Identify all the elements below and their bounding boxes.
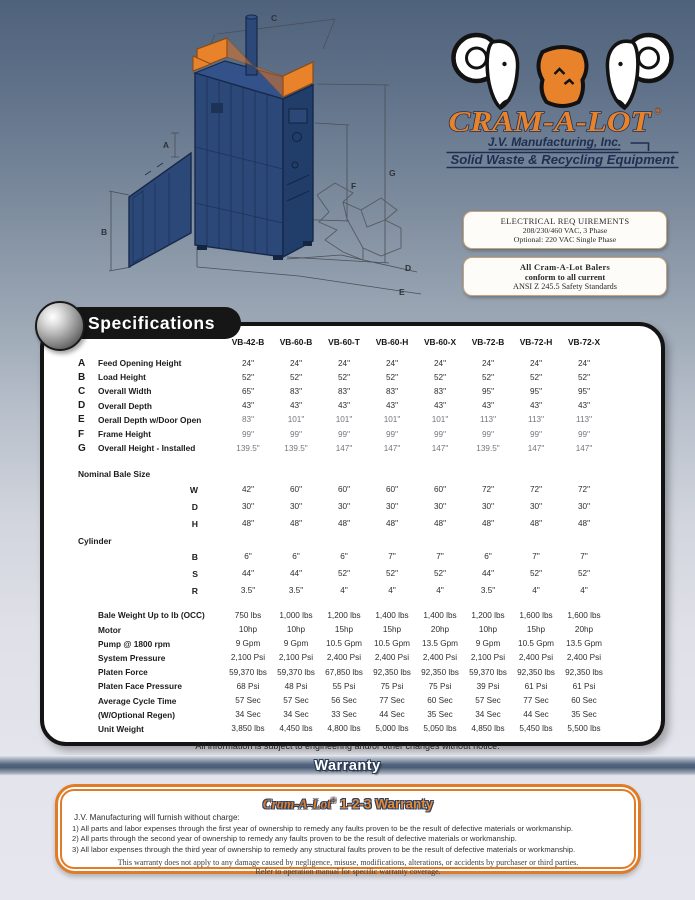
spec-row (78, 651, 661, 665)
spec-value: 24" (385, 358, 398, 368)
spec-value: 52" (385, 372, 398, 382)
spec-value: 52" (529, 569, 542, 579)
spec-value: 750 lbs (234, 610, 262, 620)
row-label: Pump @ 1800 rpm (98, 638, 171, 649)
warranty-box (55, 784, 641, 874)
spec-row (78, 582, 661, 599)
warranty-disclaimer: This warranty does not apply to any damage caused by negligence, misuse, modifications, alterations, or accidents by purchaser or third parties. (117, 857, 579, 867)
spec-value: 99" (289, 429, 302, 439)
spec-value: 30" (385, 502, 398, 512)
engineering-change-note: All information is subject to engineering and/or other changes without notice. (195, 741, 500, 751)
spec-value: 43" (433, 401, 446, 411)
spec-value: 48" (337, 519, 350, 529)
spec-value: 83" (433, 386, 446, 396)
spec-value: 10.5 Gpm (374, 639, 410, 649)
row-label: Overall Depth (98, 400, 152, 411)
spec-row (78, 722, 661, 736)
spec-row (78, 637, 661, 651)
spec-value: 44" (289, 569, 302, 579)
spec-value: 5,500 lbs (567, 724, 601, 734)
column-header: VB-60-H (375, 337, 409, 347)
spec-value: 83" (241, 415, 254, 425)
spec-value: 99" (481, 429, 494, 439)
spec-value: 35 Sec (427, 710, 453, 720)
spec-value: 99" (241, 429, 254, 439)
spec-value: 34 Sec (235, 710, 261, 720)
spec-value: 48" (385, 519, 398, 529)
spec-value: 147" (383, 443, 401, 453)
specifications-sphere-ornament (35, 301, 85, 351)
spec-value: 3.5" (240, 586, 256, 596)
spec-value: 7" (436, 552, 444, 562)
spec-value: 48" (481, 519, 494, 529)
spec-value: 43" (481, 401, 494, 411)
spec-value: 34 Sec (283, 710, 309, 720)
spec-value: 44 Sec (523, 710, 549, 720)
spec-value: 43" (577, 401, 590, 411)
spec-value: 24" (577, 358, 590, 368)
safety-line3: ANSI Z 245.5 Safety Standards (513, 282, 617, 291)
dim-label-g: G (389, 168, 396, 178)
spec-value: 43" (289, 401, 302, 411)
spec-row (78, 665, 661, 679)
column-header: VB-72-X (567, 337, 601, 347)
spec-row (78, 481, 661, 498)
warranty-banner (0, 755, 695, 776)
spec-value: 92,350 lbs (565, 667, 603, 677)
spec-value: 99" (385, 429, 398, 439)
row-label: (W/Optional Regen) (98, 709, 175, 720)
spec-value: 48" (577, 519, 590, 529)
spec-value: 20hp (574, 625, 594, 635)
spec-value: 5,050 lbs (423, 724, 457, 734)
spec-value: 52" (577, 569, 590, 579)
spec-value: 7" (580, 552, 588, 562)
column-header: VB-72-H (519, 337, 553, 347)
row-label: System Pressure (98, 652, 166, 663)
spec-value: 30" (481, 502, 494, 512)
specifications-panel (40, 322, 665, 746)
spec-row (78, 708, 661, 722)
specifications-table (44, 326, 661, 736)
safety-line2: conform to all current (524, 272, 606, 282)
spec-value: 43" (337, 401, 350, 411)
spec-value: 92,350 lbs (373, 667, 411, 677)
spec-row (78, 427, 661, 441)
spec-value: 4,850 lbs (471, 724, 505, 734)
spec-value: 52" (433, 569, 446, 579)
spec-value: 55 Psi (332, 681, 356, 691)
spec-value: 30" (337, 502, 350, 512)
spec-value: 60 Sec (427, 696, 453, 706)
spec-row (78, 356, 661, 370)
warranty-title-brand: Cram-A-Lot (262, 796, 332, 812)
dim-label-e: E (399, 287, 405, 297)
sub-row-letter: H (191, 518, 198, 529)
spec-value: 147" (335, 443, 353, 453)
spec-value: 72" (529, 485, 542, 495)
spec-value: 43" (529, 401, 542, 411)
spec-value: 60" (433, 485, 446, 495)
spec-value: 7" (388, 552, 396, 562)
spec-value: 99" (337, 429, 350, 439)
spec-value: 3.5" (480, 586, 496, 596)
warranty-title (72, 794, 624, 812)
spec-value: 5,450 lbs (519, 724, 553, 734)
spec-value: 10.5 Gpm (518, 639, 554, 649)
spec-row (78, 413, 661, 427)
warranty-item-1: 1) All parts and labor expenses through the first year of ownership to remedy any faults proven to be the result of defective materials or workmanship. (72, 823, 574, 833)
spec-value: 6" (484, 552, 492, 562)
spec-row (78, 608, 661, 622)
spec-value: 1,400 lbs (375, 610, 409, 620)
spec-value: 6" (244, 552, 252, 562)
row-label: Platen Face Pressure (98, 681, 182, 692)
spec-value: 48" (289, 519, 302, 529)
spec-value: 99" (433, 429, 446, 439)
spec-value: 3,850 lbs (231, 724, 265, 734)
spec-value: 101" (383, 415, 401, 425)
spec-row (78, 466, 661, 481)
spec-value: 95" (481, 386, 494, 396)
spec-row (78, 399, 661, 413)
spec-value: 1,600 lbs (519, 610, 553, 620)
spec-value: 60" (289, 485, 302, 495)
electrical-title: ELECTRICAL REQ UIREMENTS (500, 216, 630, 226)
warranty-banner-label: Warranty (314, 757, 381, 774)
dim-label-c: C (271, 13, 278, 23)
spec-value: 30" (289, 502, 302, 512)
dimension-letter: D (78, 400, 86, 412)
spec-value: 57 Sec (235, 696, 261, 706)
spec-value: 52" (337, 569, 350, 579)
spec-value: 13.5 Gpm (422, 639, 458, 649)
dimension-letter: B (78, 371, 86, 383)
row-label: Average Cycle Time (98, 695, 177, 706)
spec-value: 72" (481, 485, 494, 495)
spec-value: 139.5" (476, 443, 500, 453)
spec-value: 15hp (382, 625, 402, 635)
spec-value: 59,370 lbs (229, 667, 267, 677)
specifications-title: Specifications (88, 312, 216, 333)
baler-body (193, 15, 313, 260)
column-header: VB-60-X (423, 337, 457, 347)
spec-row (78, 515, 661, 532)
spec-value: 7" (532, 552, 540, 562)
spec-value: 1,200 lbs (327, 610, 361, 620)
row-label: Bale Weight Up to lb (OCC) (98, 610, 205, 621)
dimension-letter: A (78, 357, 86, 369)
spec-value: 24" (433, 358, 446, 368)
spec-value: 48" (433, 519, 446, 529)
spec-value: 75 Psi (428, 681, 452, 691)
spec-value: 52" (289, 372, 302, 382)
warranty-title-rest: 1-2-3 Warranty (336, 796, 434, 812)
spec-value: 147" (431, 443, 449, 453)
spec-value: 4" (340, 586, 348, 596)
spec-value: 1,400 lbs (423, 610, 457, 620)
spec-value: 33 Sec (331, 710, 357, 720)
spec-value: 59,370 lbs (277, 667, 315, 677)
row-label: Overall Width (98, 386, 152, 397)
spec-row (78, 693, 661, 707)
spec-value: 4" (436, 586, 444, 596)
baler-technical-drawing (85, 5, 455, 305)
spec-value: 39 Psi (476, 681, 500, 691)
spec-value: 24" (241, 358, 254, 368)
spec-value: 77 Sec (523, 696, 549, 706)
spec-value: 4" (388, 586, 396, 596)
spec-value: 2,400 Psi (566, 653, 602, 663)
spec-value: 83" (289, 386, 302, 396)
spec-value: 52" (529, 372, 542, 382)
electrical-requirements-box (463, 211, 667, 249)
spec-value: 43" (385, 401, 398, 411)
sub-row-letter: B (191, 551, 198, 562)
spec-value: 44" (481, 569, 494, 579)
spec-row (78, 533, 661, 548)
spec-value: 52" (433, 372, 446, 382)
spec-value: 2,400 Psi (518, 653, 554, 663)
row-label: Platen Force (98, 667, 148, 678)
spec-value: 6" (292, 552, 300, 562)
spec-value: 4,450 lbs (279, 724, 313, 734)
spec-value: 4" (580, 586, 588, 596)
spec-value: 1,000 lbs (279, 610, 313, 620)
sub-row-letter: S (192, 568, 198, 579)
spec-row (78, 384, 661, 398)
column-header: VB-42-B (231, 337, 265, 347)
specifications-header-pill (64, 307, 241, 339)
spec-value: 24" (337, 358, 350, 368)
spec-value: 3.5" (288, 586, 304, 596)
spec-value: 2,100 Psi (470, 653, 506, 663)
spec-value: 99" (529, 429, 542, 439)
spec-value: 99" (577, 429, 590, 439)
spec-value: 30" (433, 502, 446, 512)
spec-value: 2,100 Psi (230, 653, 266, 663)
spec-value: 147" (527, 443, 545, 453)
spec-value: 30" (529, 502, 542, 512)
spec-value: 52" (337, 372, 350, 382)
spec-value: 67,850 lbs (325, 667, 363, 677)
row-label: Oerall Depth w/Door Open (98, 414, 202, 425)
spec-value: 139.5" (284, 443, 308, 453)
spec-value: 10hp (238, 625, 258, 635)
spec-value: 52" (385, 569, 398, 579)
spec-value: 1,600 lbs (567, 610, 601, 620)
spec-value: 34 Sec (475, 710, 501, 720)
row-label: Motor (98, 624, 122, 635)
spec-value: 4,800 lbs (327, 724, 361, 734)
spec-value: 1,200 lbs (471, 610, 505, 620)
warranty-item-3: 3) All labor expenses through the third year of ownership to remedy any structural faults proven to be the result of defective materials or workmanship. (72, 845, 576, 855)
spec-value: 44 Sec (379, 710, 405, 720)
sub-row-letter: D (191, 501, 198, 512)
spec-value: 95" (529, 386, 542, 396)
dim-label-d: D (405, 263, 412, 273)
section-label: Cylinder (78, 535, 112, 546)
spec-value: 9 Gpm (235, 639, 261, 649)
spec-value: 113" (480, 415, 496, 425)
spec-value: 75 Psi (380, 681, 404, 691)
warranty-title-reg: ® (331, 798, 337, 805)
safety-standards-box (463, 257, 667, 296)
baler-door (129, 153, 191, 267)
spec-value: 72" (577, 485, 590, 495)
spec-value: 24" (481, 358, 494, 368)
spec-value: 139.5" (236, 443, 260, 453)
spec-value: 83" (337, 386, 350, 396)
spec-value: 95" (577, 386, 590, 396)
spec-value: 5,000 lbs (375, 724, 409, 734)
spec-row (78, 623, 661, 637)
row-label: Feed Opening Height (98, 358, 182, 369)
spec-value: 92,350 lbs (421, 667, 459, 677)
registered-mark: ® (654, 106, 662, 116)
spec-value: 57 Sec (475, 696, 501, 706)
spec-value: 2,400 Psi (374, 653, 410, 663)
spec-value: 101" (287, 415, 305, 425)
spec-value: 2,400 Psi (326, 653, 362, 663)
electrical-line2: 208/230/460 VAC, 3 Phase (522, 226, 608, 235)
dimension-letter: F (78, 428, 85, 440)
sub-row-letter: W (189, 484, 198, 495)
dimension-letter: C (78, 385, 86, 397)
sub-row-letter: R (191, 585, 198, 596)
spec-value: 30" (241, 502, 254, 512)
column-header: VB-60-T (328, 337, 360, 347)
nameplate (211, 103, 223, 113)
spec-value: 57 Sec (283, 696, 309, 706)
spec-value: 24" (529, 358, 542, 368)
dim-label-f: F (351, 181, 357, 191)
dimension-letter: G (78, 442, 86, 454)
spec-value: 60" (385, 485, 398, 495)
spec-value: 92,350 lbs (517, 667, 555, 677)
spec-value: 9 Gpm (283, 639, 309, 649)
spec-value: 15hp (334, 625, 354, 635)
row-label: Overall Height - Installed (98, 443, 196, 454)
bale-sketch (317, 183, 401, 260)
spec-value: 24" (289, 358, 302, 368)
spec-value: 52" (481, 372, 494, 382)
spec-value: 2,400 Psi (422, 653, 458, 663)
warranty-item-2: 2) All parts through the second year of ownership to remedy any faults proven to be the result of defective materials or workmanship. (72, 834, 517, 844)
spec-value: 4" (532, 586, 540, 596)
spec-value: 9 Gpm (475, 639, 501, 649)
spec-value: 65" (241, 386, 254, 396)
spec-value: 30" (577, 502, 590, 512)
spec-value: 6" (340, 552, 348, 562)
spec-value: 48" (241, 519, 254, 529)
spec-value: 56 Sec (331, 696, 357, 706)
row-label: Unit Weight (98, 723, 144, 734)
spec-value: 10hp (478, 625, 498, 635)
column-header: VB-72-B (471, 337, 505, 347)
spec-value: 147" (575, 443, 593, 453)
spec-row (78, 498, 661, 515)
spec-value: 60" (337, 485, 350, 495)
spec-value: 44" (241, 569, 254, 579)
ram-head-left-icon (454, 35, 518, 108)
spec-value: 61 Psi (572, 681, 596, 691)
spec-value: 61 Psi (524, 681, 548, 691)
dimension-letter: E (78, 414, 85, 426)
company-name: J.V. Manufacturing, Inc. (487, 135, 622, 149)
warranty-box-inner (60, 789, 636, 876)
safety-line1: All Cram-A-Lot Balers (519, 262, 611, 272)
spec-value: 13.5 Gpm (566, 639, 602, 649)
spec-row (78, 370, 661, 384)
electrical-line3: Optional: 220 VAC Single Phase (513, 235, 617, 244)
column-header: VB-60-B (279, 337, 313, 347)
spec-value: 2,100 Psi (278, 653, 314, 663)
spec-value: 10.5 Gpm (326, 639, 362, 649)
spec-value: 101" (431, 415, 449, 425)
spec-value: 48" (529, 519, 542, 529)
dim-label-b: B (101, 227, 108, 237)
spec-row (78, 441, 661, 455)
bale-icon (539, 47, 587, 106)
section-label: Nominal Bale Size (78, 468, 151, 479)
spec-value: 43" (241, 401, 254, 411)
spec-value: 35 Sec (571, 710, 597, 720)
warranty-intro: J.V. Manufacturing will furnish without charge: (74, 812, 240, 822)
spec-value: 15hp (526, 625, 546, 635)
spec-row (78, 679, 661, 693)
spec-value: 68 Psi (236, 681, 260, 691)
spec-value: 52" (577, 372, 590, 382)
brand-logo (440, 18, 685, 168)
spec-value: 20hp (430, 625, 450, 635)
spec-value: 48 Psi (284, 681, 308, 691)
warranty-refer-note: Refer to operation manual for specific warranty coverage. (255, 866, 441, 876)
spec-value: 77 Sec (379, 696, 405, 706)
spec-value: 42" (241, 485, 254, 495)
spec-value: 113" (576, 415, 592, 425)
brand-tagline: Solid Waste & Recycling Equipment (450, 153, 676, 167)
spec-row (78, 548, 661, 565)
spec-value: 10hp (286, 625, 306, 635)
spec-value: 60 Sec (571, 696, 597, 706)
spec-row (78, 565, 661, 582)
logo-bracket-line (631, 143, 649, 151)
spec-value: 83" (385, 386, 398, 396)
row-label: Load Height (98, 372, 146, 383)
row-label: Frame Height (98, 429, 152, 440)
spec-value: 113" (528, 415, 544, 425)
dim-label-a: A (162, 140, 169, 150)
ram-head-right-icon (607, 35, 671, 108)
brand-wordmark: CRAM-A-LOT (448, 106, 652, 138)
spec-value: 101" (335, 415, 353, 425)
spec-value: 59,370 lbs (469, 667, 507, 677)
spec-value: 52" (241, 372, 254, 382)
